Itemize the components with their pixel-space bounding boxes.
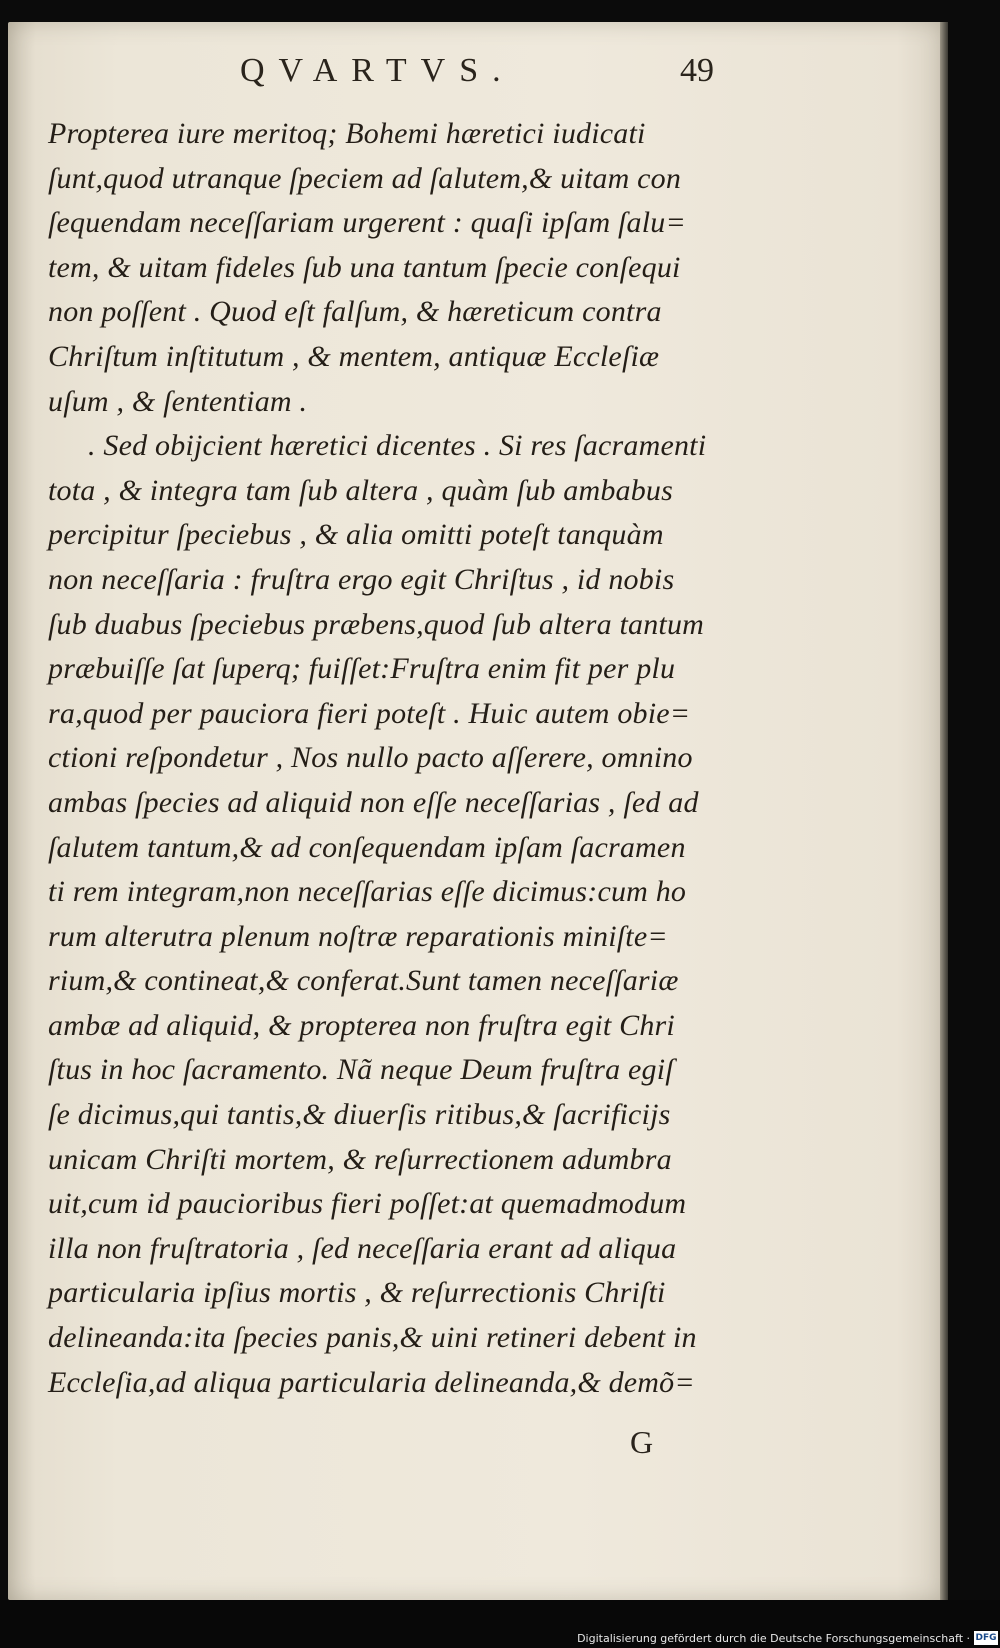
- text-line: ſalutem tantum,& ad conſequendam ipſam ſacramen: [48, 830, 686, 864]
- signature-mark: G: [630, 1424, 654, 1460]
- text-line: Eccleſia,ad aliqua particularia delineanda,& demõ=: [48, 1365, 695, 1399]
- text-line: tem, & uitam fideles ſub una tantum ſpecie conſequi: [48, 250, 681, 284]
- text-line: ſe dicimus,qui tantis,& diuerſis ritibus,& ſacrificijs: [48, 1098, 671, 1132]
- running-title: QVARTVS.: [240, 52, 515, 89]
- text-line: particularia ipſius mortis , & reſurrectionis Chriſti: [48, 1276, 666, 1310]
- text-line: non poſſent . Quod eſt falſum, & hæreticum contra: [48, 295, 662, 329]
- text-line: uit,cum id paucioribus fieri poſſet:at quemadmodum: [48, 1187, 687, 1221]
- text-line: ſequendam neceſſariam urgerent : quaſi ipſam ſalu=: [48, 206, 686, 240]
- text-line: ti rem integram,non neceſſarias eſſe dicimus:cum ho: [48, 875, 687, 909]
- text-line: uſum , & ſententiam .: [48, 384, 308, 418]
- text-line: Propterea iure meritoq; Bohemi hæretici iudicati: [48, 117, 646, 150]
- dfg-logo-badge: DFG: [975, 1633, 997, 1643]
- body-text: [48, 112, 778, 1405]
- text-line: Chriſtum inſtitutum , & mentem, antiquæ Eccleſiæ: [48, 339, 660, 373]
- text-line: non neceſſaria : fruſtra ergo egit Chriſtus , id nobis: [48, 562, 675, 596]
- text-line: rium,& contineat,& conferat.Sunt tamen neceſſariæ: [48, 964, 679, 998]
- text-line: rum alterutra plenum noſtræ reparationis miniſte=: [48, 919, 668, 953]
- text-line: ſub duabus ſpeciebus præbens,quod ſub altera tantum: [48, 607, 705, 641]
- page-number: 49: [680, 52, 714, 89]
- text-line: præbuiſſe ſat ſuperq; fuiſſet:Fruſtra enim fit per plu: [48, 652, 676, 686]
- text-line: tota , & integra tam ſub altera , quàm ſub ambabus: [48, 473, 673, 507]
- text-line: ſtus in hoc ſacramento. Nã neque Deum fruſtra egiſ: [48, 1053, 674, 1087]
- text-line: ra,quod per pauciora fieri poteſt . Huic autem obie=: [48, 696, 691, 730]
- text-line: ctioni reſpondetur , Nos nullo pacto aſſerere, omnino: [48, 741, 693, 775]
- running-head: [240, 52, 714, 108]
- page-edge: [940, 22, 948, 1600]
- text-line: . Sed obijcient hæretici dicentes . Si res ſacramenti: [88, 429, 707, 463]
- text-line: illa non fruſtratoria , ſed neceſſaria erant ad aliqua: [48, 1231, 677, 1265]
- text-line: ambæ ad aliquid, & propterea non fruſtra egit Chri: [48, 1008, 675, 1042]
- funding-credit: Digitalisierung gefördert durch die Deutsche Forschungsgemeinschaft ·: [577, 1632, 970, 1645]
- text-line: ambas ſpecies ad aliquid non eſſe neceſſarias , ſed ad: [48, 785, 699, 819]
- text-line: percipitur ſpeciebus , & alia omitti poteſt tanquàm: [48, 518, 664, 552]
- text-line: unicam Chriſti mortem, & reſurrectionem adumbra: [48, 1142, 672, 1176]
- text-line: delineanda:ita ſpecies panis,& uini retineri debent in: [48, 1321, 697, 1355]
- text-line: ſunt,quod utranque ſpeciem ad ſalutem,& uitam con: [48, 161, 682, 195]
